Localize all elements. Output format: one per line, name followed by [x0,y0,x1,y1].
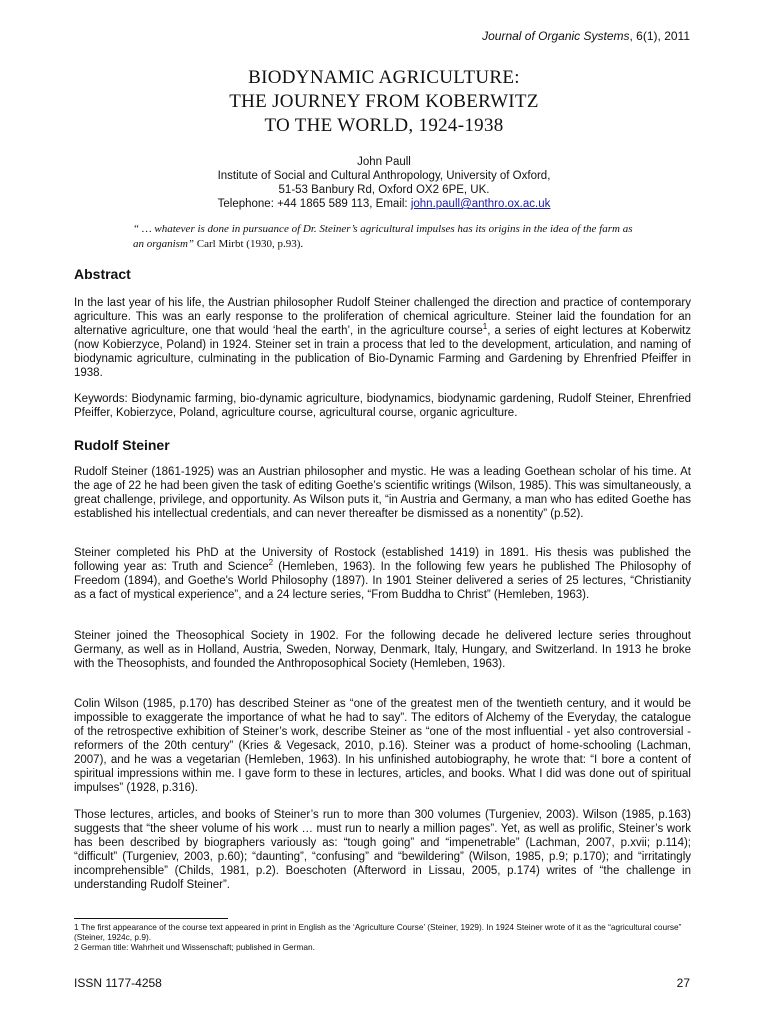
author-address: 51-53 Banbury Rd, Oxford OX2 6PE, UK. [278,184,490,196]
abstract-text-a: In the last year of his life, the Austrian philosopher Rudolf Steiner challenged the direction and practice of contemporary agriculture. This was an early response to the proliferation of chemical agriculture. Steiner laid the foundation for an alternative agriculture, one that would ‘heal the earth’, in the agriculture course [74,297,691,337]
title-line-2: THE JOURNEY FROM KOBERWITZ [229,91,539,112]
keywords: Keywords: Biodynamic farming, bio-dynamic agriculture, biodynamics, biodynamic gardening, Rudolf Steiner, Ehrenfried Pfeiffer, Kobierzyce, Poland, agriculture course, agricultural course, organic agriculture. [74,393,691,419]
abstract-paragraph [74,296,691,380]
steiner-paragraph-4: Colin Wilson (1985, p.170) has described Steiner as “one of the greatest men of the twentieth century, and it would be impossible to exaggerate the importance of what he had to say”. The editors of Alchemy of the Everyday, the catalogue of the retrospective exhibition of Steiner’s work, describe Steiner as “one of the most influential - yet also controversial - reformers of the 20th century” (Kries & Vegesack, 2010, p.16). Steiner was a product of home-schooling (Lachman, 2007), and he was a vegetarian (Hemleben, 1963). In his unfinished autobiography, he wrote that: “I bore a content of spiritual impressions within me. I gave form to these in lectures, articles, and books. What I did was done out of spiritual impulses” (1928, p.316). [74,698,691,794]
author-name: John Paull [357,156,411,168]
epigraph-attribution: Carl Mirbt (1930, p.93). [194,238,304,250]
epigraph-quote: “ … whatever is done in pursuance of Dr. Steiner’s agricultural impulses has its origins in the idea of the farm as an organism” [133,223,633,250]
steiner-paragraph-1: Rudolf Steiner (1861-1925) was an Austrian philosopher and mystic. He was a leading Goethean scholar of his time. At the age of 22 he had been given the task of editing Goethe’s scientific writings (Wilson, 1985). This was simultaneously, a great challenge, privilege, and opportunity. As Wilson puts it, “in Austria and Germany, a man who has edited Goethe has established his intellectual credentials, and can never thereafter be dismissed as a nonentity” (p.52). [74,466,691,520]
steiner-paragraph-3: Steiner joined the Theosophical Society in 1902. For the following decade he delivered lecture series throughout Germany, as well as in Holland, Austria, Sweden, Norway, Denmark, Italy, Hungary, and Switzerland. In 1913 he broke with the Theosophists, and founded the Anthroposophical Society (Hemleben, 1963). [74,630,691,670]
journal-issue: , 6(1), 2011 [629,29,690,43]
journal-name: Journal of Organic Systems [482,29,630,43]
abstract-body [74,296,691,380]
epigraph [133,222,643,252]
paper-title [0,66,768,138]
steiner-paragraph-2 [74,546,691,602]
footnote-divider [74,918,228,919]
author-affiliation: Institute of Social and Cultural Anthropology, University of Oxford, [217,170,551,182]
steiner-p2-text-b: (Hemleben, 1963). In the following few years he published The Philosophy of Freedom (1894), and Goethe's World Philosophy (1897). In 1901 Steiner delivered a series of 25 lectures, “Christianity as a fact of mystical experience”, and a 24 lecture series, “From Buddha to Christ” (Hemleben, 1963). [74,561,691,601]
steiner-paragraph-2-text [74,546,691,602]
footnote-ref-2[interactable]: 2 [268,558,274,568]
title-line-1: BIODYNAMIC AGRICULTURE: [248,67,520,88]
abstract-text-b: , a series of eight lectures at Koberwitz (now Kobierzyce, Poland) in 1924. Steiner set in train a process that led to the development, articulation, and naming of biodynamic agriculture, culminating in the publication of Bio-Dynamic Farming and Gardening by Ehrenfried Pfeiffer in 1938. [74,325,691,379]
contact-prefix: Telephone: +44 1865 589 113, Email: [217,198,411,210]
footnotes [74,922,691,952]
footnote-ref-1[interactable]: 1 [482,322,488,332]
issn-label: ISSN 1177-4258 [74,976,162,990]
email-link[interactable]: john.paull@anthro.ox.ac.uk [410,198,551,210]
steiner-p2-text-a: Steiner completed his PhD at the University of Rostock (established 1419) in 1891. His thesis was published the following year as: Truth and Science [74,547,691,573]
author-contact [0,197,768,211]
title-line-3: TO THE WORLD, 1924-1938 [264,115,504,136]
abstract-heading: Abstract [74,266,131,282]
page-number: 27 [676,976,690,990]
footnote-1: 1 The first appearance of the course text appeared in print in English as the ‘Agriculture Course’ (Steiner, 1929). In 1924 Steiner wrote of it as the “agricultural course” (Steiner, 1924c, p.9). [74,922,682,942]
author-block [0,155,768,211]
footnote-2: 2 German title: Wahrheit und Wissenschaft; published in German. [74,942,315,952]
steiner-heading: Rudolf Steiner [74,437,170,453]
steiner-paragraph-5: Those lectures, articles, and books of Steiner’s run to more than 300 volumes (Turgeniev, 2003). Wilson (1985, p.163) suggests that “the sheer volume of his work … must run to nearly a million pages”. Yet, as well as prolific, Steiner’s work has been described by biographers variously as: “tough going” and “impenetrable” (Lachman, 2007, p.xvii; p.114); “difficult” (Turgeniev, 2003, p.60); “daunting”, “confusing” and “bewildering” (Wilson, 1985, p.9; p.170); and “irritatingly incomprehensible” (Childs, 1981, p.2). Boeschoten (Afterword in Lissau, 2005, p.174) writes of “the challenge in understanding Rudolf Steiner”. [74,809,691,891]
journal-header [482,29,690,43]
